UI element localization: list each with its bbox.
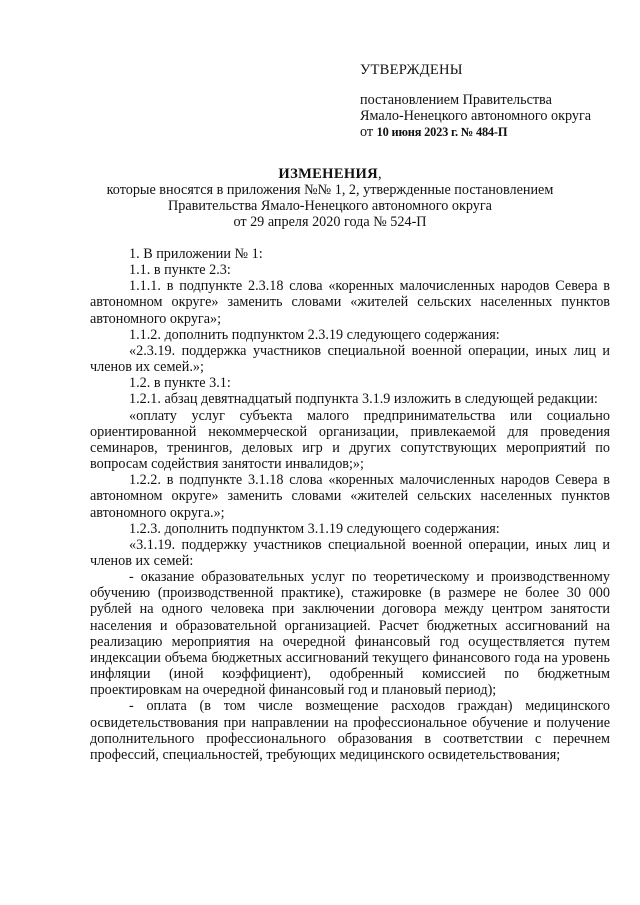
approval-line-2: Ямало-Ненецкого автономного округа bbox=[360, 108, 592, 124]
approval-date-prefix: от bbox=[360, 124, 374, 140]
paragraph-6: 1.2. в пункте 3.1: bbox=[129, 375, 231, 392]
document-heading bbox=[80, 166, 580, 230]
heading-line-1: которые вносятся в приложения №№ 1, 2, утвержденные постановлением bbox=[106, 182, 554, 198]
paragraph-3: 1.1.1. в подпункте 2.3.18 слова «коренных малочисленных народов Севера в автономном округе» заменить словами «жителей сельских населенных пунктов автономного округа»; bbox=[90, 278, 610, 327]
list-item-medical-exam: - оплата (в том числе возмещение расходов граждан) медицинского освидетельствования при направлении на профессиональное обучение и получение дополнительного профессионального образования в соответствии с перечнем профессий, специальностей, требующих медицинского освидетельствования; bbox=[90, 698, 610, 763]
paragraph-11: «3.1.19. поддержку участников специальной военной операции, иных лиц и членов их семей: bbox=[90, 536, 610, 569]
paragraph-9: 1.2.2. в подпункте 3.1.18 слова «коренных малочисленных народов Севера в автономном округе» заменить словами «жителей сельских населенных пунктов автономного округа.»; bbox=[90, 472, 610, 521]
list-item-education-services: - оказание образовательных услуг по теоретическому и производственному обучению (производственной практике), стажировке (в размере не более 30 000 рублей на одного человека при заключении договора между центром занятости населения и образовательной организацией. Расчет бюджетных ассигнований на реализацию мероприятия на очередной финансовый год осуществляется путем индексации объема бюджетных ассигнований текущего финансового года на уровень инфляции (иной коэффициент), одобренный комиссией по бюджетным проектировкам на очередной финансовый год и плановый период); bbox=[90, 569, 610, 699]
heading-title-suffix: , bbox=[378, 166, 382, 182]
paragraph-10: 1.2.3. дополнить подпунктом 3.1.19 следующего содержания: bbox=[129, 520, 500, 537]
approval-block bbox=[360, 62, 620, 140]
heading-line-3: от 29 апреля 2020 года № 524-П bbox=[233, 214, 427, 230]
approval-date-line bbox=[360, 124, 620, 140]
approval-title: УТВЕРЖДЕНЫ bbox=[360, 62, 463, 78]
paragraph-7: 1.2.1. абзац девятнадцатый подпункта 3.1.9 изложить в следующей редакции: bbox=[129, 391, 598, 408]
paragraph-2: 1.1. в пункте 2.3: bbox=[129, 262, 231, 279]
document-body bbox=[90, 246, 610, 763]
approval-date-stamp: 10 июня 2023 г. № 484-П bbox=[376, 125, 508, 139]
heading-title: ИЗМЕНЕНИЯ bbox=[278, 166, 379, 182]
paragraph-8: «оплату услуг субъекта малого предпринимательства или социально ориентированной некоммерческой организации, привлекаемой для проведения семинаров, тренингов, деловых игр и других сопутствующих мероприятий по вопросам содействия занятости инвалидов;»; bbox=[90, 407, 610, 473]
heading-line-2: Правительства Ямало-Ненецкого автономного округа bbox=[168, 198, 492, 214]
heading-title-line bbox=[80, 166, 580, 182]
paragraph-1: 1. В приложении № 1: bbox=[129, 246, 263, 262]
paragraph-5: «2.3.19. поддержка участников специальной военной операции, иных лиц и членов их семей.»; bbox=[90, 342, 610, 376]
paragraph-4: 1.1.2. дополнить подпунктом 2.3.19 следующего содержания: bbox=[129, 326, 500, 343]
approval-line-1: постановлением Правительства bbox=[360, 92, 552, 108]
